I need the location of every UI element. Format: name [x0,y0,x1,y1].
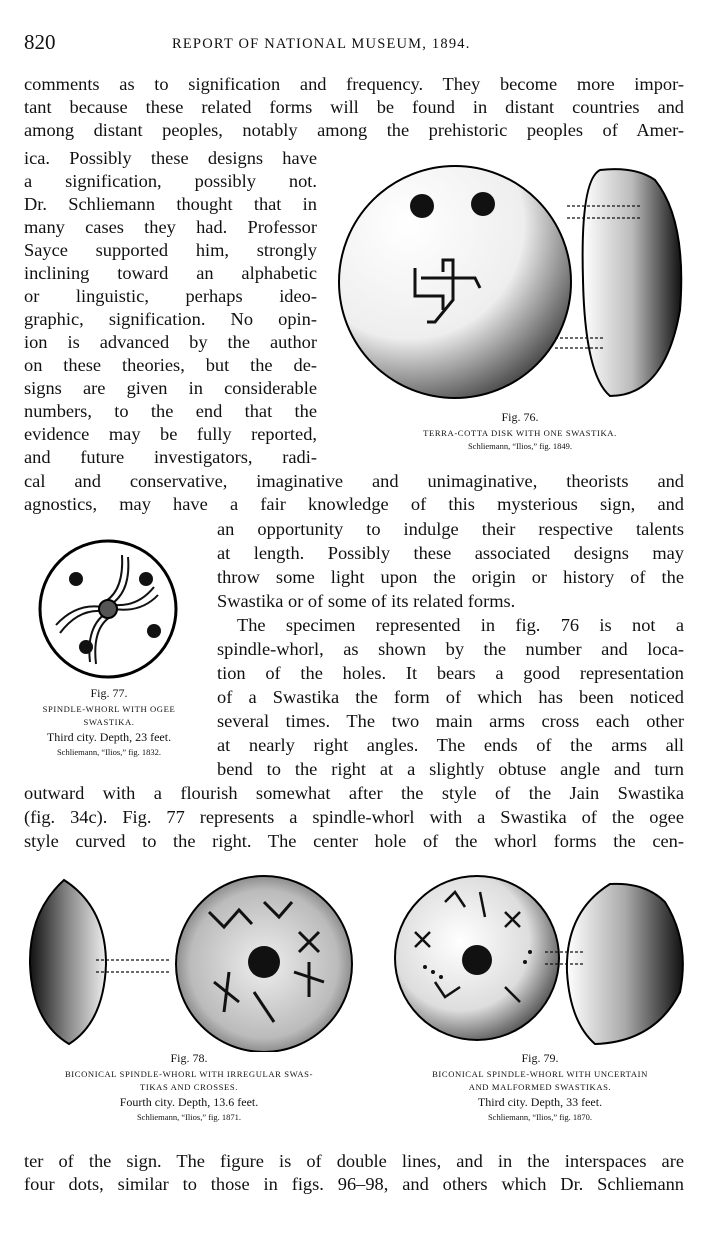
text-line: Swastika or of some of its related forms. [217,591,516,611]
text-line: many cases they had. Professor [24,217,317,237]
fig79-label: Fig. 79. [521,1051,559,1065]
text-line: style curved to the right. The center hole of the whorl forms the cen- [24,831,684,851]
fig79-caption [385,1051,695,1122]
text-line: ter of the sign. The figure is of double lines, and in the interspaces are [24,1151,684,1171]
text-line: throw some light upon the origin or history of the [217,567,684,587]
text-line: tion of the holes. It bears a good representation [217,663,684,683]
fig79-title-1: BICONICAL SPINDLE-WHORL WITH UNCERTAIN [432,1069,648,1079]
text-line: numbers, to the end that the [24,401,317,421]
text-line: among distant peoples, notably among the prehistoric peoples of Amer- [24,120,684,140]
text-line: at nearly right angles. The ends of the arms all [217,735,684,755]
fig77-title-1: SPINDLE-WHORL WITH OGEE [42,704,176,714]
text-line: comments as to signification and frequency. They become more impor- [24,74,684,94]
text-line: Sayce supported him, strongly [24,240,317,260]
fig77-caption [20,686,198,757]
text-line: tant because these related forms will be found in distant countries and [24,97,684,117]
fig76-label: Fig. 76. [501,410,539,424]
fig77-illustration [36,537,180,681]
text-line: outward with a flourish somewhat after the style of the Jain Swastika [24,783,684,803]
text-line: bend to the right at a slightly obtuse angle and turn [217,759,684,779]
text-line: agnostics, may have a fair knowledge of this mysterious sign, and [24,494,684,514]
text-line: at length. Possibly these associated designs may [217,543,684,563]
fig78-meta: Fourth city. Depth, 13.6 feet. [119,1095,259,1109]
text-line: several times. The two main arms cross each other [217,711,684,731]
fig78-label: Fig. 78. [170,1051,208,1065]
fig77-source: Schliemann, “Ilios,” fig. 1832. [56,747,162,757]
text-line: four dots, similar to those in figs. 96–98, and others which Dr. Schliemann [24,1174,684,1194]
text-line: spindle-whorl, as shown by the number and loca- [217,639,684,659]
text-line: or linguistic, perhaps ideo- [24,286,317,306]
running-title: REPORT OF NATIONAL MUSEUM, 1894. [172,36,471,52]
text-line: Dr. Schliemann thought that in [24,194,317,214]
fig76-title: TERRA-COTTA DISK WITH ONE SWASTIKA. [423,428,617,438]
page-header [24,30,696,60]
text-line: of a Swastika the form of which has been noticed [217,687,684,707]
text-line: cal and conservative, imaginative and unimaginative, theorists and [24,471,684,491]
text-line: signs are given in considerable [24,378,317,398]
fig79-illustration [385,872,695,1052]
fig77-title-2: SWASTIKA. [83,717,135,727]
text-line: graphic, signification. No opin- [24,309,317,329]
text-line: The specimen represented in fig. 76 is not a [237,615,684,635]
fig78-source: Schliemann, “Ilios,” fig. 1871. [136,1112,242,1122]
text-line: an opportunity to indulge their respective talents [217,519,684,539]
fig78-illustration [24,872,354,1052]
text-line: a signification, possibly not. [24,171,317,191]
fig77-label: Fig. 77. [90,686,128,700]
fig78-title-1: BICONICAL SPINDLE-WHORL WITH IRREGULAR SWAS- [64,1069,314,1079]
fig78-title-2: TIKAS AND CROSSES. [140,1082,238,1092]
text-line: evidence may be fully reported, [24,424,317,444]
fig76-source: Schliemann, “Ilios,” fig. 1849. [467,441,573,451]
fig76-caption [350,410,690,451]
page-number: 820 [24,30,56,54]
fig78-caption [24,1051,354,1122]
text-line: inclining toward an alphabetic [24,263,317,283]
fig79-title-2: AND MALFORMED SWASTIKAS. [468,1082,612,1092]
text-line: (fig. 34c). Fig. 77 represents a spindle-whorl with a Swastika of the ogee [24,807,684,827]
fig79-source: Schliemann, “Ilios,” fig. 1870. [487,1112,593,1122]
fig77-meta: Third city. Depth, 23 feet. [46,730,172,744]
text-line: on these theories, but the de- [24,355,317,375]
fig76-illustration [335,160,695,405]
fig79-meta: Third city. Depth, 33 feet. [477,1095,603,1109]
text-line: and future investigators, radi- [24,447,317,467]
text-line: ica. Possibly these designs have [24,148,317,168]
text-line: ion is advanced by the author [24,332,317,352]
